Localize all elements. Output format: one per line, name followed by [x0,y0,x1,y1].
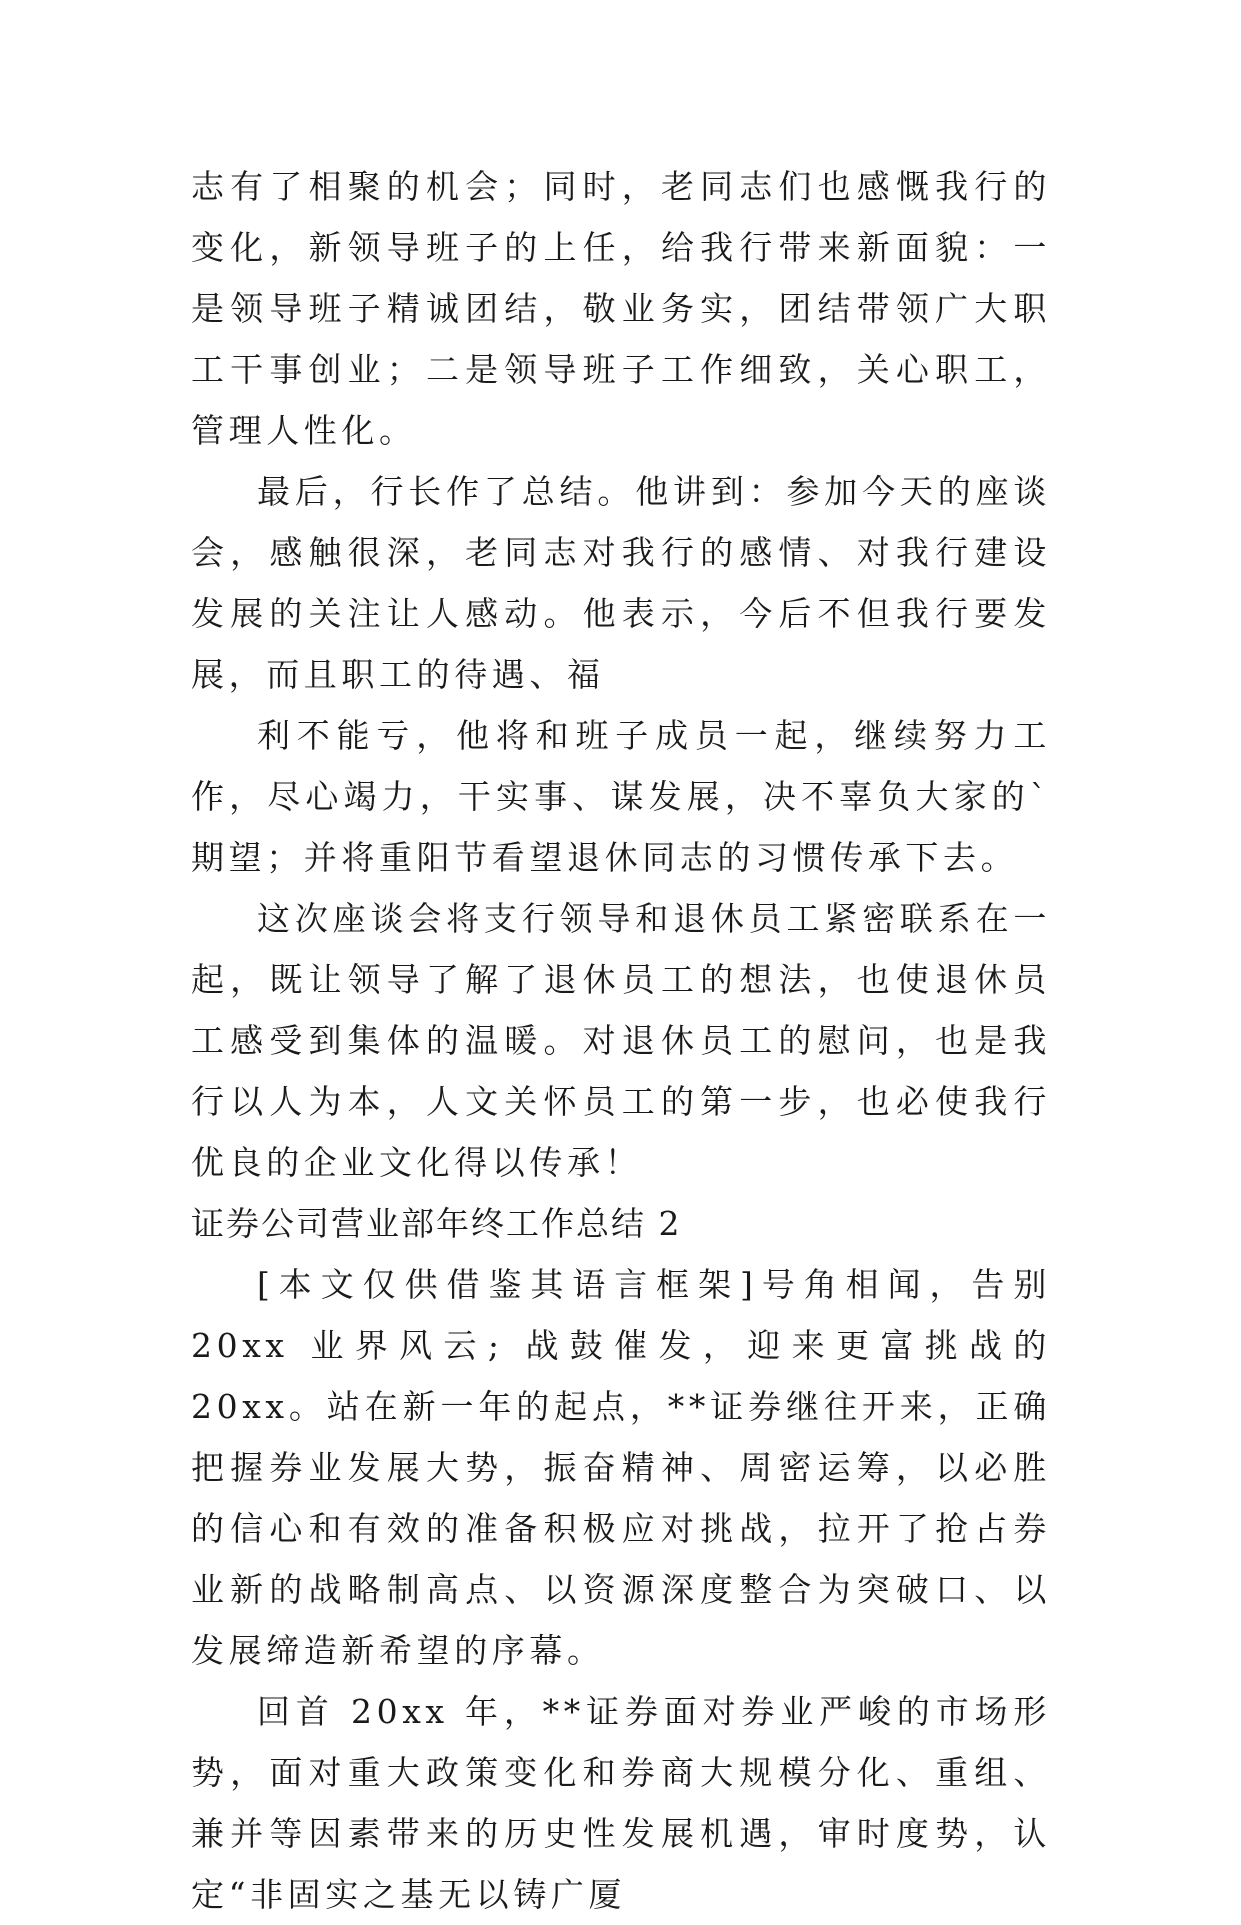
paragraph-5: [本文仅供借鉴其语言框架]号角相闻，告别 20xx 业界风云; 战鼓催发，迎来更富挑战的 20xx。站在新一年的起点，**证券继往开来，正确把握券业发展大势，振奋精神、周密运筹，以必胜的信心和有效的准备积极应对挑战，拉开了抢占券业新的战略制高点、以资源深度整合为突破口、以发展缔造新希望的序幕。 [191,1265,1051,1670]
paragraph-6: 回首 20xx 年，**证券面对券业严峻的市场形势，面对重大政策变化和券商大规模分化、重组、兼并等因素带来的历史性发展机遇，审时度势，认定“非固实之基无以铸广厦 [191,1692,1051,1914]
paragraph-3: 利不能亏，他将和班子成员一起，继续努力工作，尽心竭力，干实事、谋发展，决不辜负大家的`期望；并将重阳节看望退休同志的习惯传承下去。 [191,716,1051,877]
section-heading: 证券公司营业部年终工作总结 2 [191,1204,682,1243]
document-body [191,156,1051,1925]
paragraph-4: 这次座谈会将支行领导和退休员工紧密联系在一起，既让领导了解了退休员工的想法，也使退休员工感受到集体的温暖。对退休员工的慰问，也是我行以人为本，人文关怀员工的第一步，也必使我行优良的企业文化得以传承！ [191,899,1051,1182]
paragraph-2: 最后，行长作了总结。他讲到：参加今天的座谈会，感触很深，老同志对我行的感情、对我行建设发展的关注让人感动。他表示，今后不但我行要发展，而且职工的待遇、福 [191,472,1051,694]
paragraph-1: 志有了相聚的机会；同时，老同志们也感慨我行的变化，新领导班子的上任，给我行带来新面貌：一是领导班子精诚团结，敬业务实，团结带领广大职工干事创业；二是领导班子工作细致，关心职工，管理人性化。 [191,167,1051,450]
